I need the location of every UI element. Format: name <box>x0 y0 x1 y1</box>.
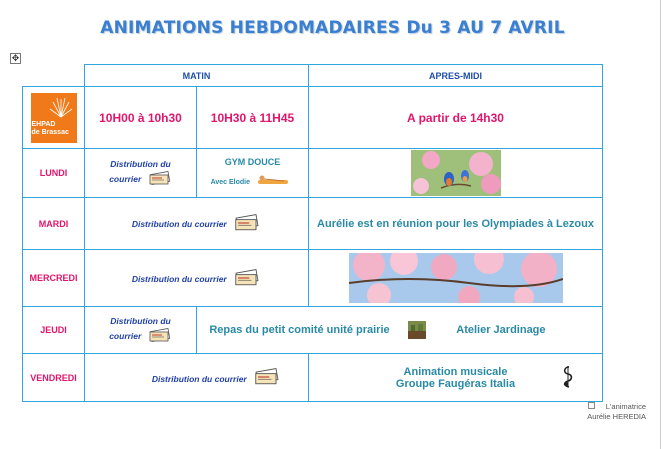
ehpad-logo <box>31 93 77 143</box>
letters-icon <box>148 170 172 186</box>
time-slot-2: 10H30 à 11H45 <box>197 87 309 149</box>
monday-courier-line-1: Distribution du <box>110 159 171 169</box>
signature-line-1: L'animatrice <box>605 402 646 411</box>
friday-courier: Distribution du courrier <box>151 373 247 384</box>
day-wednesday: MERCREDI <box>23 250 85 307</box>
wednesday-courier: Distribution du courrier <box>131 274 227 285</box>
friday-afternoon-cell <box>309 354 603 402</box>
wednesday-courier-cell <box>85 250 309 307</box>
day-friday: VENDREDI <box>23 354 85 402</box>
time-slot-1: 10H00 à 10h30 <box>85 87 197 149</box>
header-morning: MATIN <box>85 65 309 87</box>
garden-image <box>408 321 426 339</box>
letters-icon <box>148 327 172 343</box>
corner-cell <box>23 65 85 87</box>
exercise-figure-icon <box>254 174 294 186</box>
monday-afternoon-cell <box>309 149 603 198</box>
friday-afternoon-line-1: Animation musicale <box>403 365 508 378</box>
page-title: ANIMATIONS HEBDOMADAIRES Du 3 AU 7 AVRIL <box>100 18 565 38</box>
letters-icon <box>233 214 261 232</box>
thursday-gardening: Atelier Jardinage <box>456 323 546 336</box>
signature <box>578 402 646 422</box>
monday-activity: GYM DOUCE <box>224 157 281 167</box>
thursday-courier-line-2: courrier <box>109 331 142 341</box>
logo-cell <box>23 87 85 149</box>
thursday-courier-line-1: Distribution du <box>110 316 171 326</box>
day-thursday: JEUDI <box>23 307 85 354</box>
letters-icon <box>233 269 261 287</box>
monday-courier-line-2: courrier <box>109 174 142 184</box>
day-monday: LUNDI <box>23 149 85 198</box>
thursday-lunch: Repas du petit comité unité prairie <box>209 323 390 336</box>
day-tuesday: MARDI <box>23 198 85 250</box>
move-handle-icon[interactable]: ✥ <box>11 53 20 63</box>
cherry-blossom-image <box>349 253 563 303</box>
weekly-schedule-table <box>22 64 603 402</box>
tuesday-courier: Distribution du courrier <box>131 219 227 230</box>
monday-activity-sub: Avec Elodie <box>210 179 250 186</box>
music-note-icon <box>560 365 578 389</box>
time-afternoon: A partir de 14h30 <box>309 87 603 149</box>
logo-line-1: EHPAD <box>31 120 56 128</box>
thursday-courier-cell <box>85 307 197 354</box>
header-afternoon: APRES-MIDI <box>309 65 603 87</box>
letters-icon <box>253 368 281 386</box>
signature-line-2: Aurélie HEREDIA <box>587 412 646 421</box>
wednesday-afternoon-cell <box>309 250 603 307</box>
logo-line-2: de Brassac <box>31 128 69 136</box>
tuesday-courier-cell <box>85 198 309 250</box>
tuesday-afternoon: Aurélie est en réunion pour les Olympiades à Lezoux <box>309 198 603 250</box>
thursday-afternoon-cell <box>197 307 603 354</box>
birds-blossom-image <box>411 150 501 196</box>
monday-activity-cell <box>197 149 309 198</box>
friday-afternoon-line-2: Groupe Faugéras Italia <box>395 377 516 390</box>
monday-courier-cell <box>85 149 197 198</box>
friday-courier-cell <box>85 354 309 402</box>
window-edge <box>660 0 661 449</box>
